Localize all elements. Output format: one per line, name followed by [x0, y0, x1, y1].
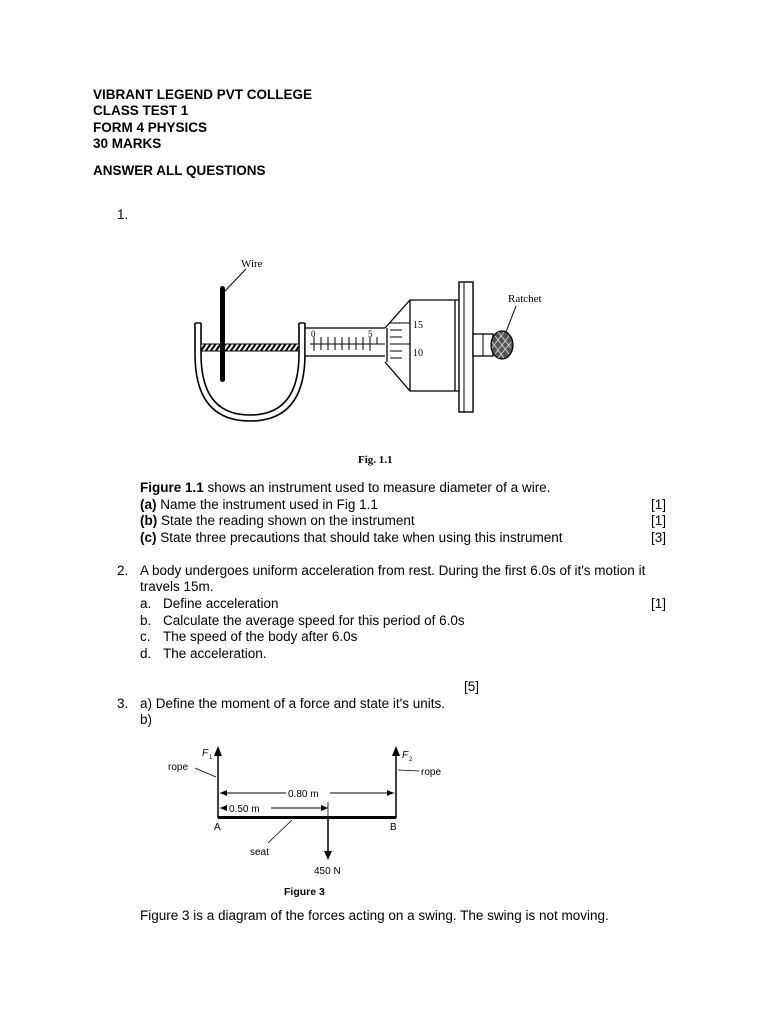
- q2-part-b-label: b.: [140, 613, 152, 628]
- q2-line-2: travels 15m.: [140, 579, 214, 594]
- thimble-label-15: 15: [413, 320, 423, 331]
- subject-title: FORM 4 PHYSICS: [93, 120, 208, 135]
- weight-label: 450 N: [314, 866, 341, 877]
- sleeve-label-0: 0: [311, 329, 316, 339]
- point-a-label: A: [214, 822, 221, 833]
- q1-part-b-label: (b): [140, 513, 158, 528]
- distance-long-label: 0.80 m: [288, 789, 319, 800]
- ratchet-label: Ratchet: [508, 293, 542, 305]
- question-2-number: 2.: [117, 563, 129, 578]
- total-marks: 30 MARKS: [93, 136, 162, 151]
- q1-part-c: [140, 530, 666, 547]
- frame-outer: [195, 323, 305, 421]
- q1-intro: [140, 480, 550, 497]
- point-b-label: B: [390, 822, 397, 833]
- q2-part-b: [140, 613, 465, 630]
- q3-part-a: a) Define the moment of a force and state it's units.: [140, 696, 445, 711]
- question-1-number: 1.: [117, 207, 129, 222]
- q1-part-b-marks: [1]: [650, 513, 666, 528]
- f2-arrowhead: [392, 746, 400, 756]
- spindle: [201, 344, 299, 351]
- q2-part-c-text: The speed of the body after 6.0s: [163, 629, 358, 644]
- q2-part-b-text: Calculate the average speed for this period of 6.0s: [163, 613, 465, 628]
- wire-label: Wire: [241, 258, 263, 270]
- f2-label: F: [402, 750, 409, 761]
- frame-inner: [201, 323, 299, 415]
- q1-part-c-marks: [3]: [650, 530, 666, 545]
- weight-arrowhead: [324, 851, 332, 860]
- figure-1-caption: Fig. 1.1: [358, 454, 393, 466]
- thimble: [385, 300, 455, 391]
- q1-part-c-text: State three precautions that should take when using this instrument: [156, 530, 563, 545]
- q1-part-a-marks: [1]: [650, 497, 666, 512]
- f1-arrowhead: [214, 746, 222, 756]
- q2-marks: [5]: [464, 679, 480, 694]
- q3-description: Figure 3 is a diagram of the forces acting on a swing. The swing is not moving.: [140, 908, 609, 923]
- q1-part-a: [140, 497, 666, 514]
- q2-part-d-label: d.: [140, 646, 152, 661]
- q1-part-b: [140, 513, 666, 530]
- q2-part-c-label: c.: [140, 629, 151, 644]
- q2-line-1: A body undergoes uniform acceleration from rest. During the first 6.0s of it's motion it: [140, 563, 646, 578]
- swing-force-diagram: [140, 732, 480, 902]
- q1-part-b-text: State the reading shown on the instrument: [157, 513, 415, 528]
- distance-short-label: 0.50 m: [229, 804, 260, 815]
- sleeve-label-5: 5: [368, 329, 373, 339]
- q1-intro-bold: Figure 1.1: [140, 480, 204, 495]
- q1-intro-rest: shows an instrument used to measure diameter of a wire.: [203, 480, 551, 495]
- school-name: VIBRANT LEGEND PVT COLLEGE: [93, 87, 313, 102]
- instruction: ANSWER ALL QUESTIONS: [93, 163, 266, 178]
- q1-part-a-label: (a): [140, 497, 157, 512]
- seat-beam: [218, 816, 396, 819]
- end-plate: [459, 282, 473, 412]
- seat-label: seat: [250, 847, 269, 858]
- q2-part-a: [140, 596, 666, 613]
- q2-part-a-text: Define acceleration: [163, 596, 279, 611]
- q1-part-c-label: (c): [140, 530, 157, 545]
- test-title: CLASS TEST 1: [93, 103, 189, 118]
- q2-part-a-label: a.: [140, 596, 152, 611]
- question-3-number: 3.: [117, 696, 129, 711]
- f1-label: F: [202, 748, 209, 759]
- wire: [220, 286, 225, 382]
- micrometer-figure: [140, 236, 560, 474]
- figure-3-caption: Figure 3: [284, 886, 325, 898]
- q2-part-d-text: The acceleration.: [163, 646, 267, 661]
- q3-part-b-label: b): [140, 712, 153, 727]
- f1-subscript: 1: [209, 755, 213, 761]
- q2-part-d: [140, 646, 267, 663]
- q1-part-a-text: Name the instrument used in Fig 1.1: [156, 497, 378, 512]
- f2-subscript: 2: [409, 757, 413, 763]
- rope-right-label: rope: [421, 767, 442, 778]
- rope-left-label: rope: [168, 762, 189, 773]
- q2-part-a-marks: [1]: [650, 596, 666, 611]
- q2-part-c: [140, 629, 358, 646]
- thimble-label-10: 10: [413, 348, 423, 359]
